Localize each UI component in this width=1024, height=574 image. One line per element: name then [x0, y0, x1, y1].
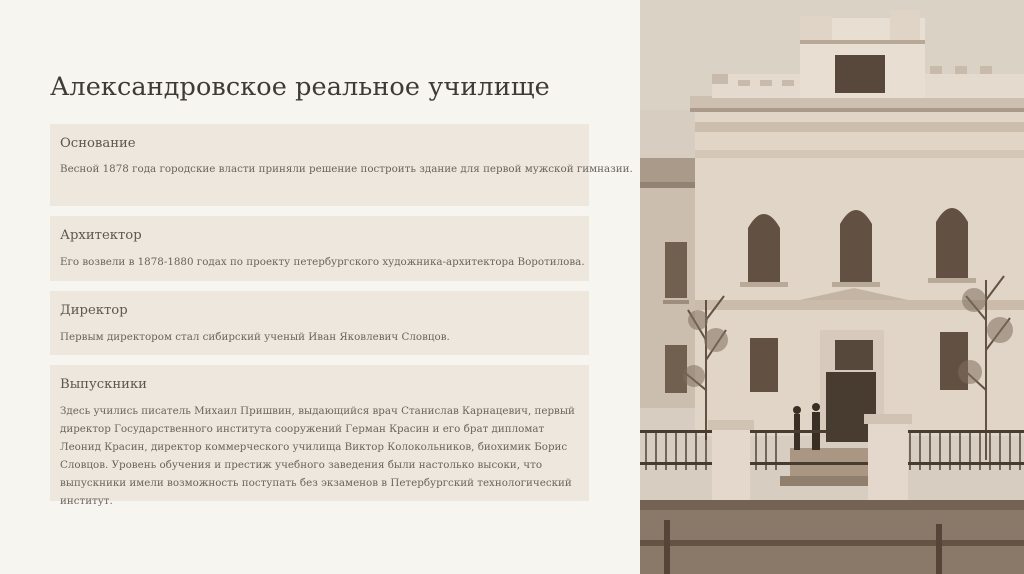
card-foundation	[50, 124, 633, 206]
card-graduates	[50, 365, 589, 507]
page-title: Александровское реальное училище	[50, 72, 550, 102]
card-body: Его возвели в 1878-1880 годах по проекту петербургского художника-архитектора Воротилова.	[60, 256, 585, 268]
card-heading: Архитектор	[60, 228, 142, 243]
card-director	[50, 291, 589, 355]
card-architect	[50, 216, 589, 281]
card-body: Здесь учились писатель Михаил Пришвин, выдающийся врач Станислав Карнацевич, первый директор Государственного института сооружений Герман Красин и его брат дипломат Леонид Красин, директор коммерческого училища Виктор Колокольников, биохимик Борис Словцов. Уровень обучения и престиж учебного заведения были настолько высоки, что выпускники имели возможность поступать без экзаменов в Петербургский технологический институт.	[60, 405, 575, 507]
card-heading: Основание	[60, 136, 136, 151]
school-building-photo	[640, 0, 1024, 574]
card-heading: Выпускники	[60, 377, 147, 392]
card-body: Первым директором стал сибирский ученый Иван Яковлевич Словцов.	[60, 331, 450, 343]
card-body: Весной 1878 года городские власти приняли решение построить здание для первой мужской гимназии.	[60, 163, 633, 175]
card-heading: Директор	[60, 303, 128, 318]
